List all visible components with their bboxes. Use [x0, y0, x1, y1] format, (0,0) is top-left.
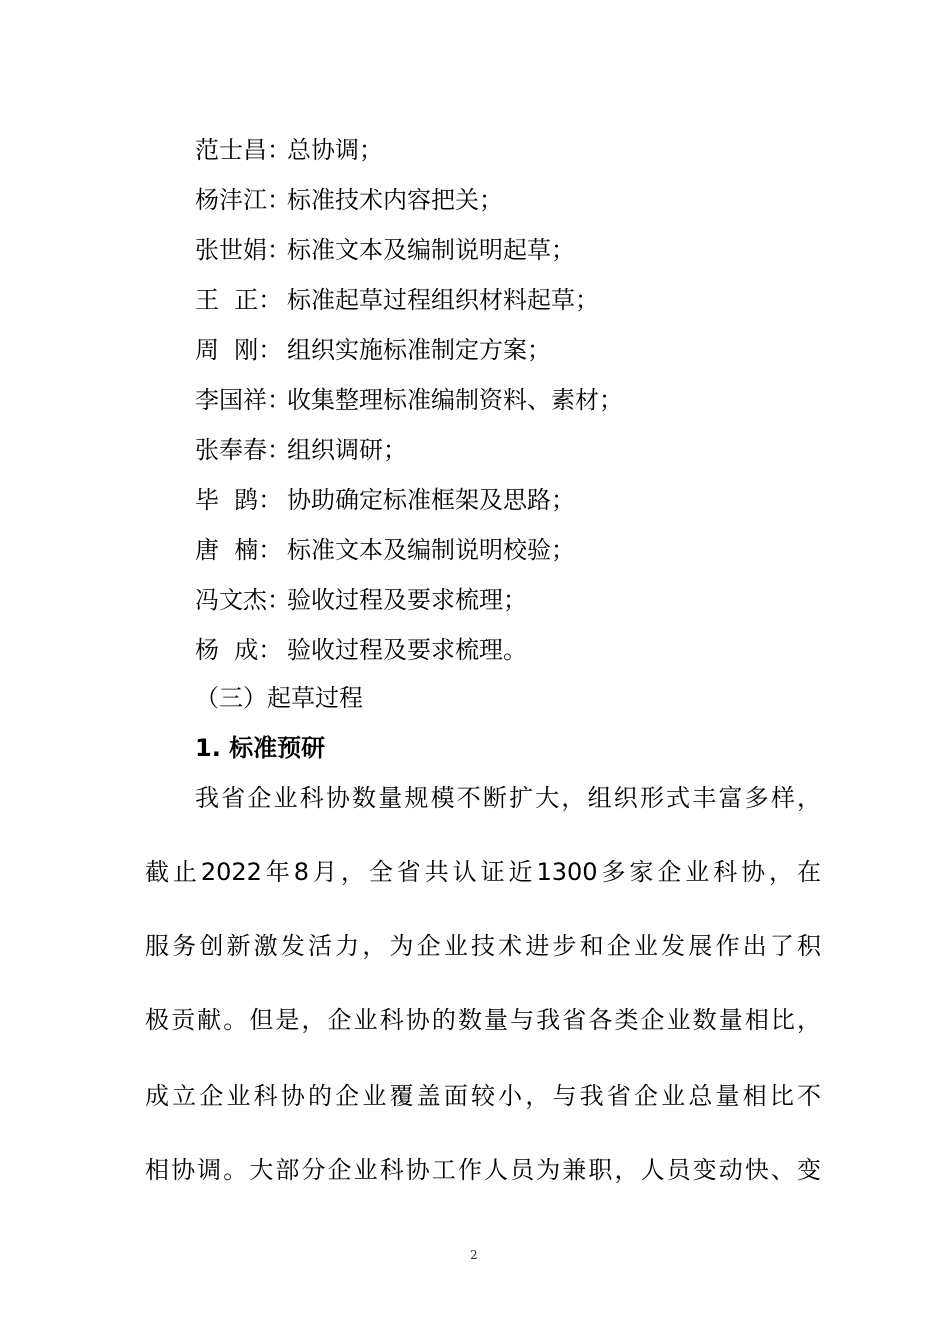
paragraph-line: 服务创新激发活力，为企业技术进步和企业发展作出了积	[145, 932, 821, 960]
member-line	[195, 385, 623, 415]
member-role: 组织实施标准制定方案；	[287, 336, 551, 364]
paragraph-line: 截止2022年8月，全省共认证近1300多家企业科协，在	[145, 858, 821, 886]
member-role: 验收过程及要求梳理。	[287, 636, 527, 664]
member-name: 唐 楠：	[195, 536, 283, 564]
section-heading: （三）起草过程	[195, 684, 363, 712]
member-role: 验收过程及要求梳理；	[287, 586, 527, 614]
member-role: 组织调研；	[287, 436, 407, 464]
paragraph-line: 我省企业科协数量规模不断扩大，组织形式丰富多样，	[195, 784, 821, 812]
member-name: 王 正：	[195, 286, 283, 314]
member-name: 范士昌：	[195, 136, 291, 164]
subheading: 1. 标准预研	[195, 734, 326, 762]
member-name: 张奉春：	[195, 436, 291, 464]
member-line	[195, 335, 551, 365]
member-name: 毕 鹍：	[195, 486, 283, 514]
member-line	[195, 435, 407, 465]
member-role: 协助确定标准框架及思路；	[287, 486, 575, 514]
page-number: 2	[470, 1248, 478, 1262]
member-role: 标准技术内容把关；	[287, 186, 503, 214]
member-role: 标准起草过程组织材料起草；	[287, 286, 599, 314]
member-role: 标准文本及编制说明起草；	[287, 236, 575, 264]
paragraph-line: 相协调。大部分企业科协工作人员为兼职，人员变动快、变	[145, 1156, 821, 1184]
member-name: 张世娟：	[195, 236, 291, 264]
member-line	[195, 585, 527, 615]
member-name: 杨沣江：	[195, 186, 291, 214]
member-line	[195, 485, 575, 515]
member-line	[195, 135, 383, 165]
member-line	[195, 185, 503, 215]
member-line	[195, 285, 599, 315]
member-line	[195, 235, 575, 265]
member-name: 杨 成：	[195, 636, 283, 664]
member-role: 收集整理标准编制资料、素材；	[287, 386, 623, 414]
member-name: 周 刚：	[195, 336, 283, 364]
member-name: 冯文杰：	[195, 586, 291, 614]
member-line	[195, 535, 575, 565]
paragraph-line: 极贡献。但是，企业科协的数量与我省各类企业数量相比，	[145, 1006, 821, 1034]
member-role: 总协调；	[287, 136, 383, 164]
member-name: 李国祥：	[195, 386, 291, 414]
member-line	[195, 635, 527, 665]
member-role: 标准文本及编制说明校验；	[287, 536, 575, 564]
paragraph-line: 成立企业科协的企业覆盖面较小，与我省企业总量相比不	[145, 1082, 821, 1110]
